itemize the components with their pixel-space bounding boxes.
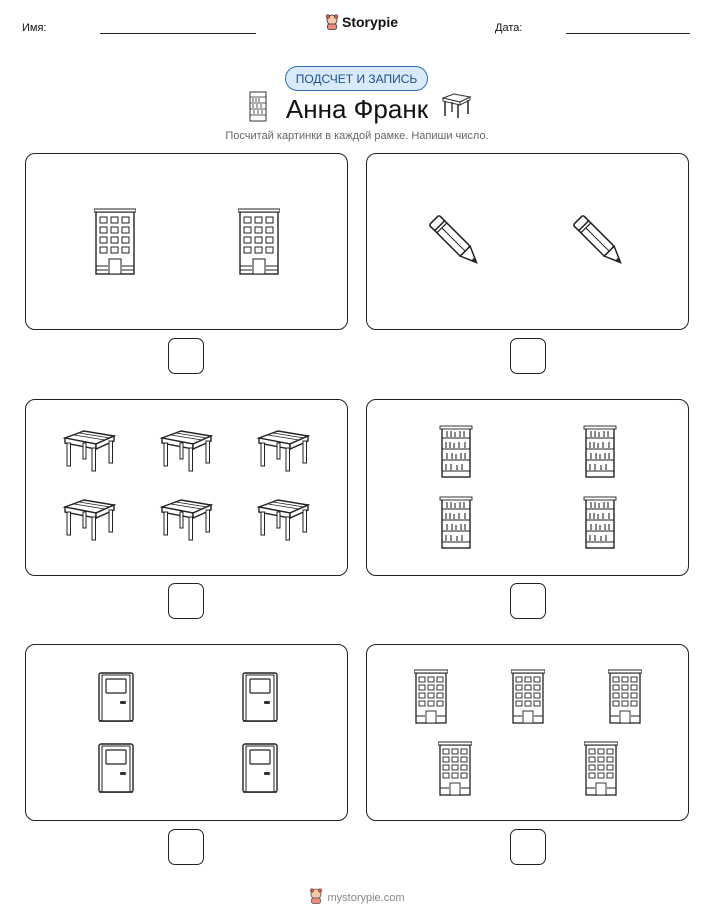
building-icon xyxy=(438,741,472,797)
building-icon xyxy=(584,741,618,797)
building-icon xyxy=(608,669,642,725)
stool-icon xyxy=(256,497,310,541)
bookshelf-icon xyxy=(583,496,617,550)
frame-3 xyxy=(25,399,348,576)
building-icon xyxy=(511,669,545,725)
frame-4 xyxy=(366,399,689,576)
building-icon xyxy=(94,208,136,276)
date-label: Дата: xyxy=(495,22,523,34)
answer-box-2[interactable] xyxy=(510,338,546,374)
answer-box-3[interactable] xyxy=(168,583,204,619)
stool-icon xyxy=(159,497,213,541)
door-icon xyxy=(97,671,135,723)
storypie-mascot-icon xyxy=(325,14,339,30)
answer-box-4[interactable] xyxy=(510,583,546,619)
pencil-icon xyxy=(567,209,633,275)
answer-box-6[interactable] xyxy=(510,829,546,865)
date-line[interactable] xyxy=(566,33,690,34)
bookshelf-icon xyxy=(583,425,617,479)
answer-box-1[interactable] xyxy=(168,338,204,374)
brand-name: Storypie xyxy=(342,14,399,30)
frame-1 xyxy=(25,153,348,330)
activity-badge: ПОДСЧЕТ И ЗАПИСЬ xyxy=(285,66,428,91)
bookshelf-icon xyxy=(439,496,473,550)
footer-site[interactable]: mystorypie.com xyxy=(327,892,405,904)
bookshelf-icon xyxy=(439,425,473,479)
stool-icon xyxy=(440,92,472,120)
door-icon xyxy=(241,742,279,794)
frame-6 xyxy=(366,644,689,821)
door-icon xyxy=(97,742,135,794)
stool-icon xyxy=(62,428,116,472)
name-label: Имя: xyxy=(22,22,47,34)
stool-icon xyxy=(159,428,213,472)
stool-icon xyxy=(256,428,310,472)
brand-logo xyxy=(325,14,398,30)
frame-5 xyxy=(25,644,348,821)
storypie-mascot-icon xyxy=(309,888,323,904)
instructions: Посчитай картинки в каждой рамке. Напиши число. xyxy=(225,130,489,142)
page-title: Анна Франк xyxy=(285,94,429,124)
building-icon xyxy=(238,208,280,276)
answer-box-5[interactable] xyxy=(168,829,204,865)
footer xyxy=(0,888,714,904)
name-line[interactable] xyxy=(100,33,256,34)
frame-2 xyxy=(366,153,689,330)
building-icon xyxy=(414,669,448,725)
pencil-icon xyxy=(423,209,489,275)
door-icon xyxy=(241,671,279,723)
stool-icon xyxy=(62,497,116,541)
